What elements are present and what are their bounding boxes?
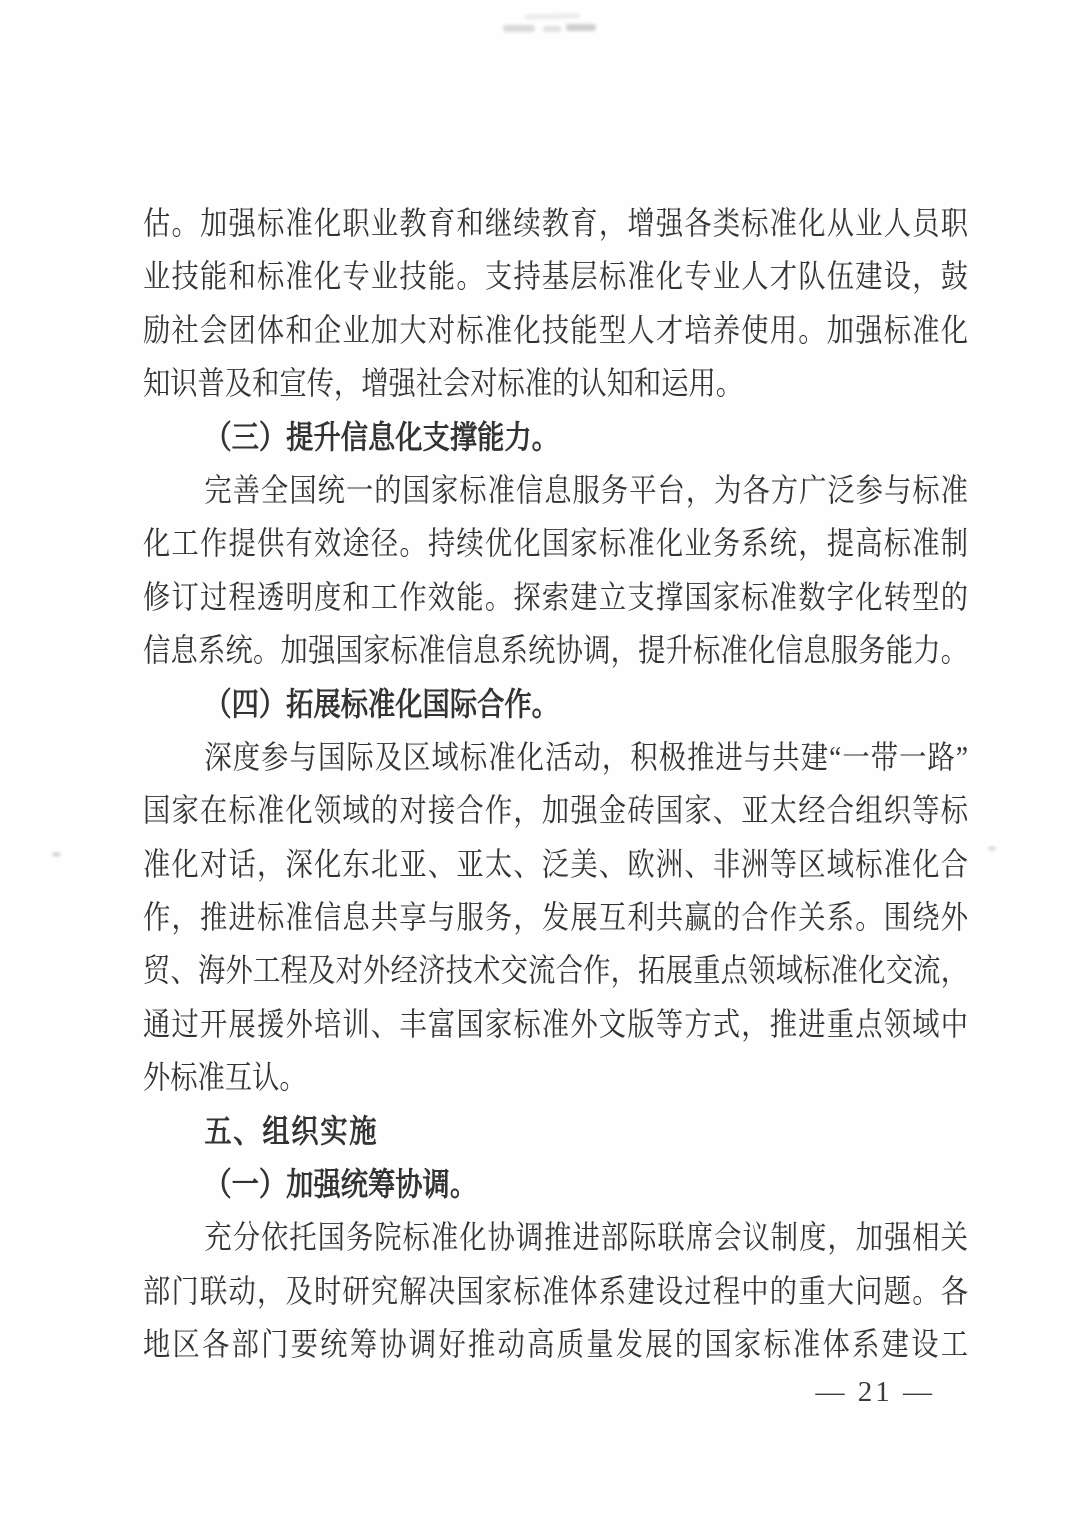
smudge-stroke [543, 26, 561, 32]
text-line: 励社会团体和企业加大对标准化技能型人才培养使用。加强标准化 [143, 311, 969, 348]
text-line: 作，推进标准信息共享与服务，发展互利共赢的合作关系。围绕外 [143, 899, 969, 936]
document-body [143, 197, 968, 1372]
text-line: 贸、海外工程及对外经济技术交流合作，拓展重点领域标准化交流， [143, 952, 969, 989]
text-line: 充分依托国务院标准化协调推进部际联席会议制度，加强相关 [204, 1219, 969, 1256]
scan-speck-artifact [52, 852, 61, 857]
text-line: 化工作提供有效途径。持续优化国家标准化业务系统，提高标准制 [143, 525, 969, 562]
smudge-stroke [503, 25, 535, 32]
page-number: — 21 — [815, 1376, 935, 1408]
scan-speck-artifact [988, 846, 996, 851]
text-line: 业技能和标准化专业技能。支持基层标准化专业人才队伍建设，鼓 [143, 258, 969, 295]
text-line: 估。加强标准化职业教育和继续教育，增强各类标准化从业人员职 [143, 205, 969, 241]
clause-heading: （三）提升信息化支撑能力。 [204, 418, 559, 455]
text-line: 信息系统。加强国家标准信息系统协调，提升标准化信息服务能力。 [143, 632, 969, 669]
text-line: 准化对话，深化东北亚、亚太、泛美、欧洲、非洲等区域标准化合 [143, 845, 969, 882]
text-line: 地区各部门要统筹协调好推动高质量发展的国家标准体系建设工 [143, 1326, 969, 1363]
text-line: 国家在标准化领域的对接合作，加强金砖国家、亚太经合组织等标 [143, 792, 969, 829]
text-line: 通过开展援外培训、丰富国家标准外文版等方式，推进重点领域中 [143, 1005, 969, 1042]
clause-heading: （一）加强统筹协调。 [204, 1166, 478, 1203]
text-line: 完善全国统一的国家标准信息服务平台，为各方广泛参与标准 [204, 471, 969, 508]
text-line: 修订过程透明度和工作效能。探索建立支撑国家标准数字化转型的 [143, 578, 969, 615]
smudge-stroke [566, 24, 596, 31]
text-line: 知识普及和宣传，增强社会对标准的认知和运用。 [143, 365, 744, 402]
text-line: 部门联动，及时研究解决国家标准体系建设过程中的重大问题。各 [143, 1272, 969, 1309]
text-line: 外标准互认。 [143, 1059, 307, 1096]
scan-smudge-artifact [503, 13, 598, 37]
section-heading: 五、组织实施 [204, 1112, 379, 1149]
smudge-stroke [525, 13, 580, 19]
clause-heading: （四）拓展标准化国际合作。 [204, 685, 559, 722]
text-line: 深度参与国际及区域标准化活动，积极推进与共建“一带一路” [204, 738, 969, 775]
